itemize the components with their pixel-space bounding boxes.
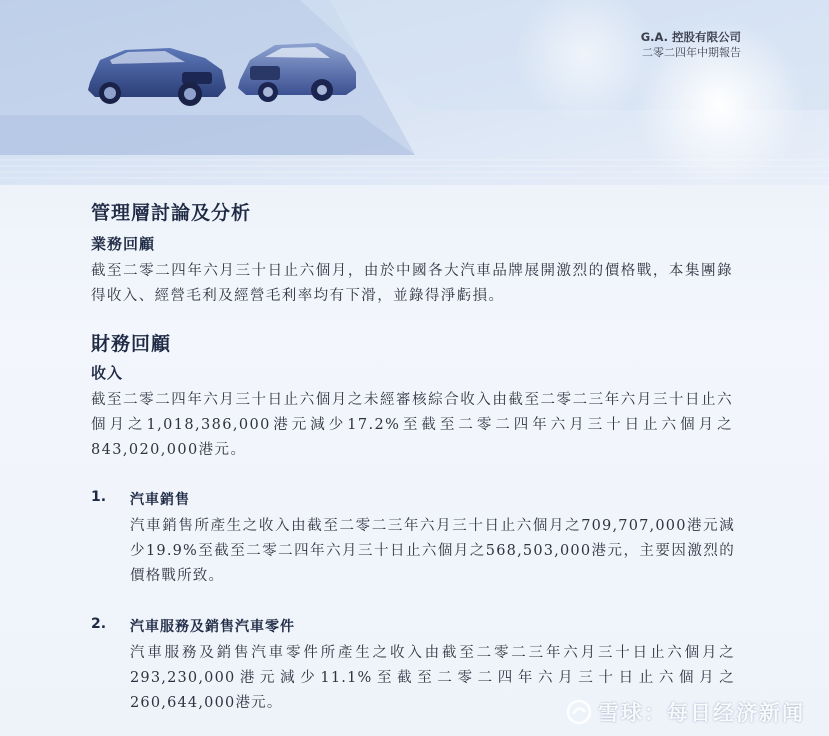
section-title-financial-review: 財務回顧	[91, 333, 172, 355]
list-item-title-car-services: 汽車服務及銷售汽車零件	[130, 619, 295, 635]
list-item-number: 2.	[91, 616, 107, 632]
list-item-number: 1.	[91, 489, 107, 505]
snowball-logo-icon	[566, 699, 592, 725]
header-banner	[0, 0, 829, 185]
report-header	[641, 30, 741, 60]
revenue-paragraph: 截至二零二四年六月三十日止六個月之未經審核綜合收入由截至二零二三年六月三十日止六個月之1,018,386,000港元減少17.2%至截至二零二四年六月三十日止六個月之843,020,000港元。	[91, 392, 733, 458]
list-item-text-car-services: 汽車服務及銷售汽車零件所產生之收入由截至二零二三年六月三十日止六個月之293,230,000港元減少11.1%至截至二零二四年六月三十日止六個月之260,644,000港元。	[130, 645, 735, 711]
company-name: G.A. 控股有限公司	[640, 30, 741, 44]
list-item-text-car-sales: 汽車銷售所產生之收入由截至二零二三年六月三十日止六個月之709,707,000港元減少19.9%至截至二零二四年六月三十日止六個月之568,503,000港元，主要因激烈的價格戰所致。	[130, 518, 735, 584]
section-subtitle-revenue: 收入	[91, 364, 124, 382]
section-title-mdna: 管理層討論及分析	[91, 202, 252, 224]
watermark	[566, 697, 805, 727]
report-title: 二零二四年中期報告	[642, 46, 741, 59]
business-review-paragraph: 截至二零二四年六月三十日止六個月，由於中國各大汽車品牌展開激烈的價格戰，本集團錄得收入、經營毛利及經營毛利率均有下滑，並錄得淨虧損。	[91, 263, 733, 304]
watermark-text: 雪球：每日经济新闻	[598, 701, 805, 725]
section-subtitle-business-review: 業務回顧	[91, 235, 156, 253]
list-item-title-car-sales: 汽車銷售	[130, 492, 190, 508]
